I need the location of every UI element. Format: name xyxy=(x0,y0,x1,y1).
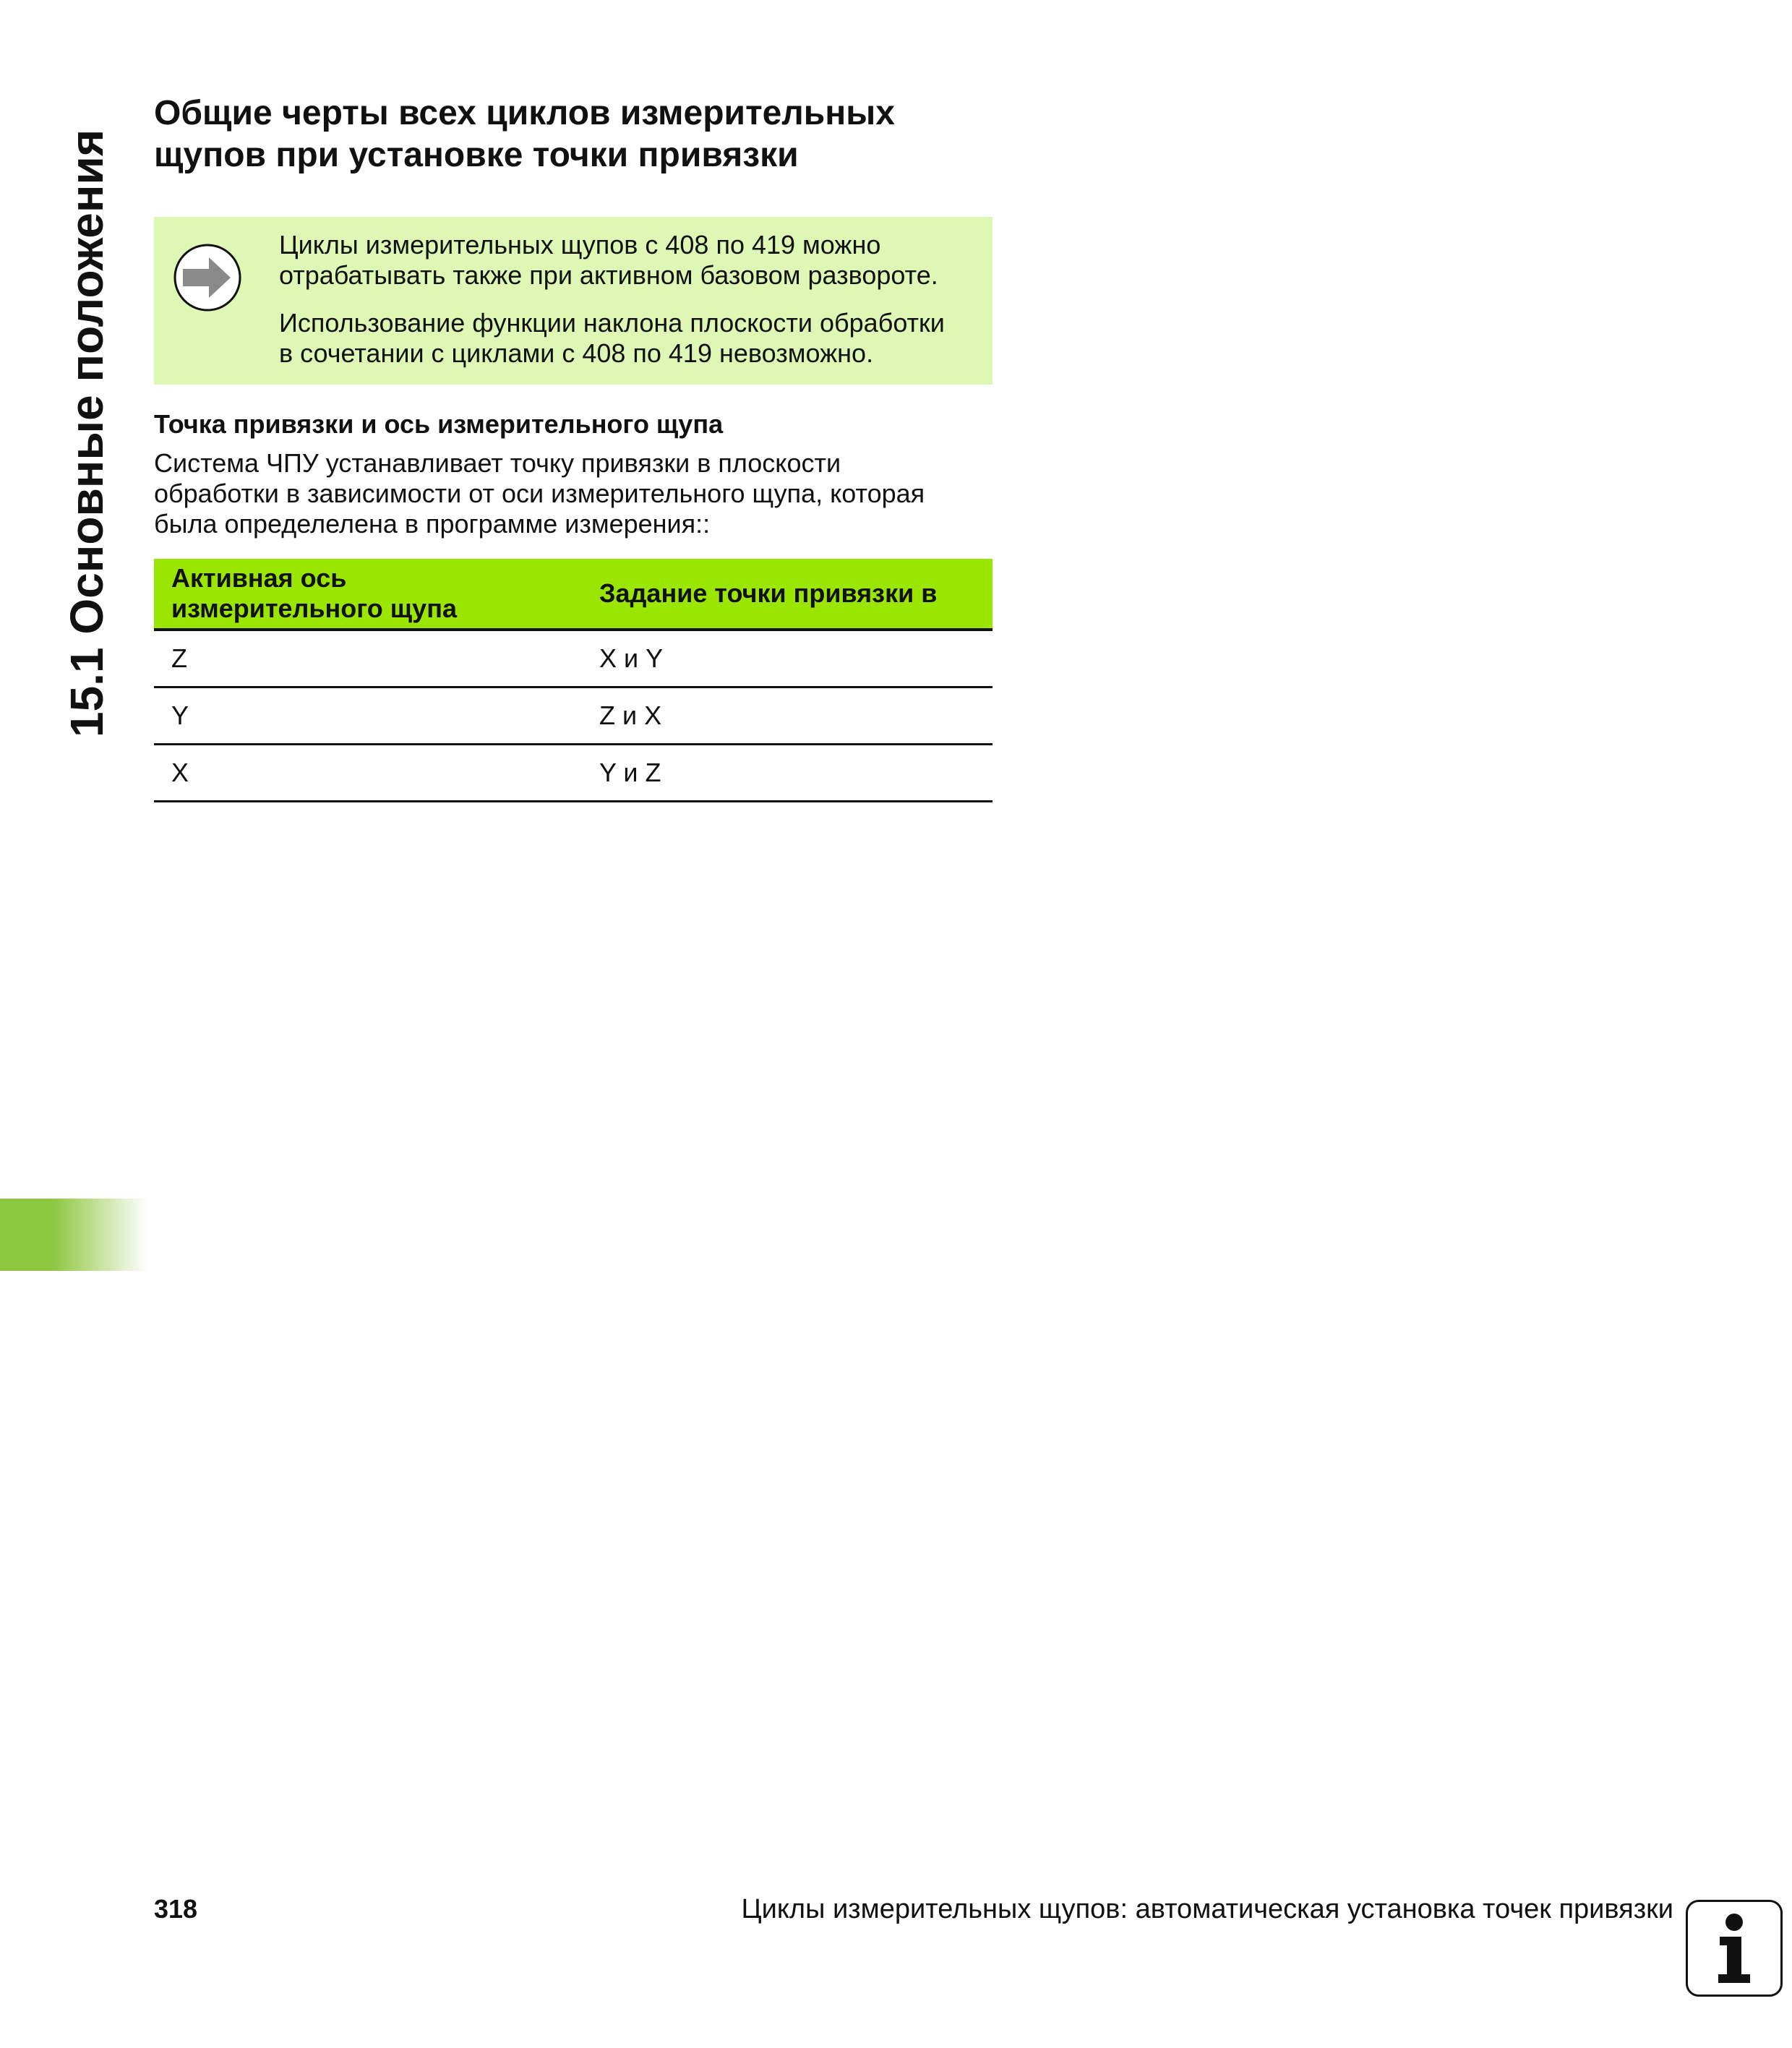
page-heading-line-1: Общие черты всех циклов измерительных xyxy=(154,94,895,132)
section-title-vertical: 15.1 Основные положения xyxy=(61,129,113,737)
note-paragraph-1-line-1: Циклы измерительных щупов с 408 по 419 можно xyxy=(279,230,881,260)
section-subheading: Точка привязки и ось измерительного щупа xyxy=(154,409,724,439)
table-row xyxy=(154,745,993,802)
note-text xyxy=(279,230,980,386)
header-active-axis-line-1: Активная ось xyxy=(171,563,347,593)
body-line-2: обработки в зависимости от оси измерительного щупа, которая xyxy=(154,479,925,508)
cell-axis: Y xyxy=(154,687,582,745)
cell-reference: Y и Z xyxy=(582,745,993,802)
table-header-row xyxy=(154,559,993,630)
note-paragraph-2-line-2: в сочетании с циклами с 408 по 419 невозможно. xyxy=(279,338,874,368)
cell-axis: X xyxy=(154,745,582,802)
cell-reference: X и Y xyxy=(582,630,993,687)
info-icon xyxy=(1686,1900,1783,1997)
table-row xyxy=(154,687,993,745)
section-body-text xyxy=(154,448,993,539)
page-number: 318 xyxy=(154,1894,198,1924)
page-heading xyxy=(154,93,1021,176)
note-box xyxy=(154,217,993,385)
body-line-3: была определелена в программе измерения:: xyxy=(154,509,711,539)
header-reference-point: Задание точки привязки в xyxy=(582,559,993,630)
chapter-tab-marker xyxy=(0,1199,148,1271)
arrow-right-icon xyxy=(173,243,242,312)
body-line-1: Система ЧПУ устанавливает точку привязки в плоскости xyxy=(154,448,841,478)
note-paragraph-1 xyxy=(279,230,980,291)
table-row xyxy=(154,630,993,687)
note-paragraph-2 xyxy=(279,308,980,369)
header-active-axis-line-2: измерительного щупа xyxy=(171,594,457,623)
note-paragraph-1-line-2: отрабатывать также при активном базовом развороте. xyxy=(279,260,938,290)
header-active-axis xyxy=(154,559,582,630)
cell-reference: Z и X xyxy=(582,687,993,745)
probe-axis-table xyxy=(154,559,993,802)
page-heading-line-2: щупов при установке точки привязки xyxy=(154,136,799,174)
cell-axis: Z xyxy=(154,630,582,687)
footer-chapter-title: Циклы измерительных щупов: автоматическая установка точек привязки xyxy=(741,1894,1673,1924)
note-paragraph-2-line-1: Использование функции наклона плоскости обработки xyxy=(279,308,945,338)
